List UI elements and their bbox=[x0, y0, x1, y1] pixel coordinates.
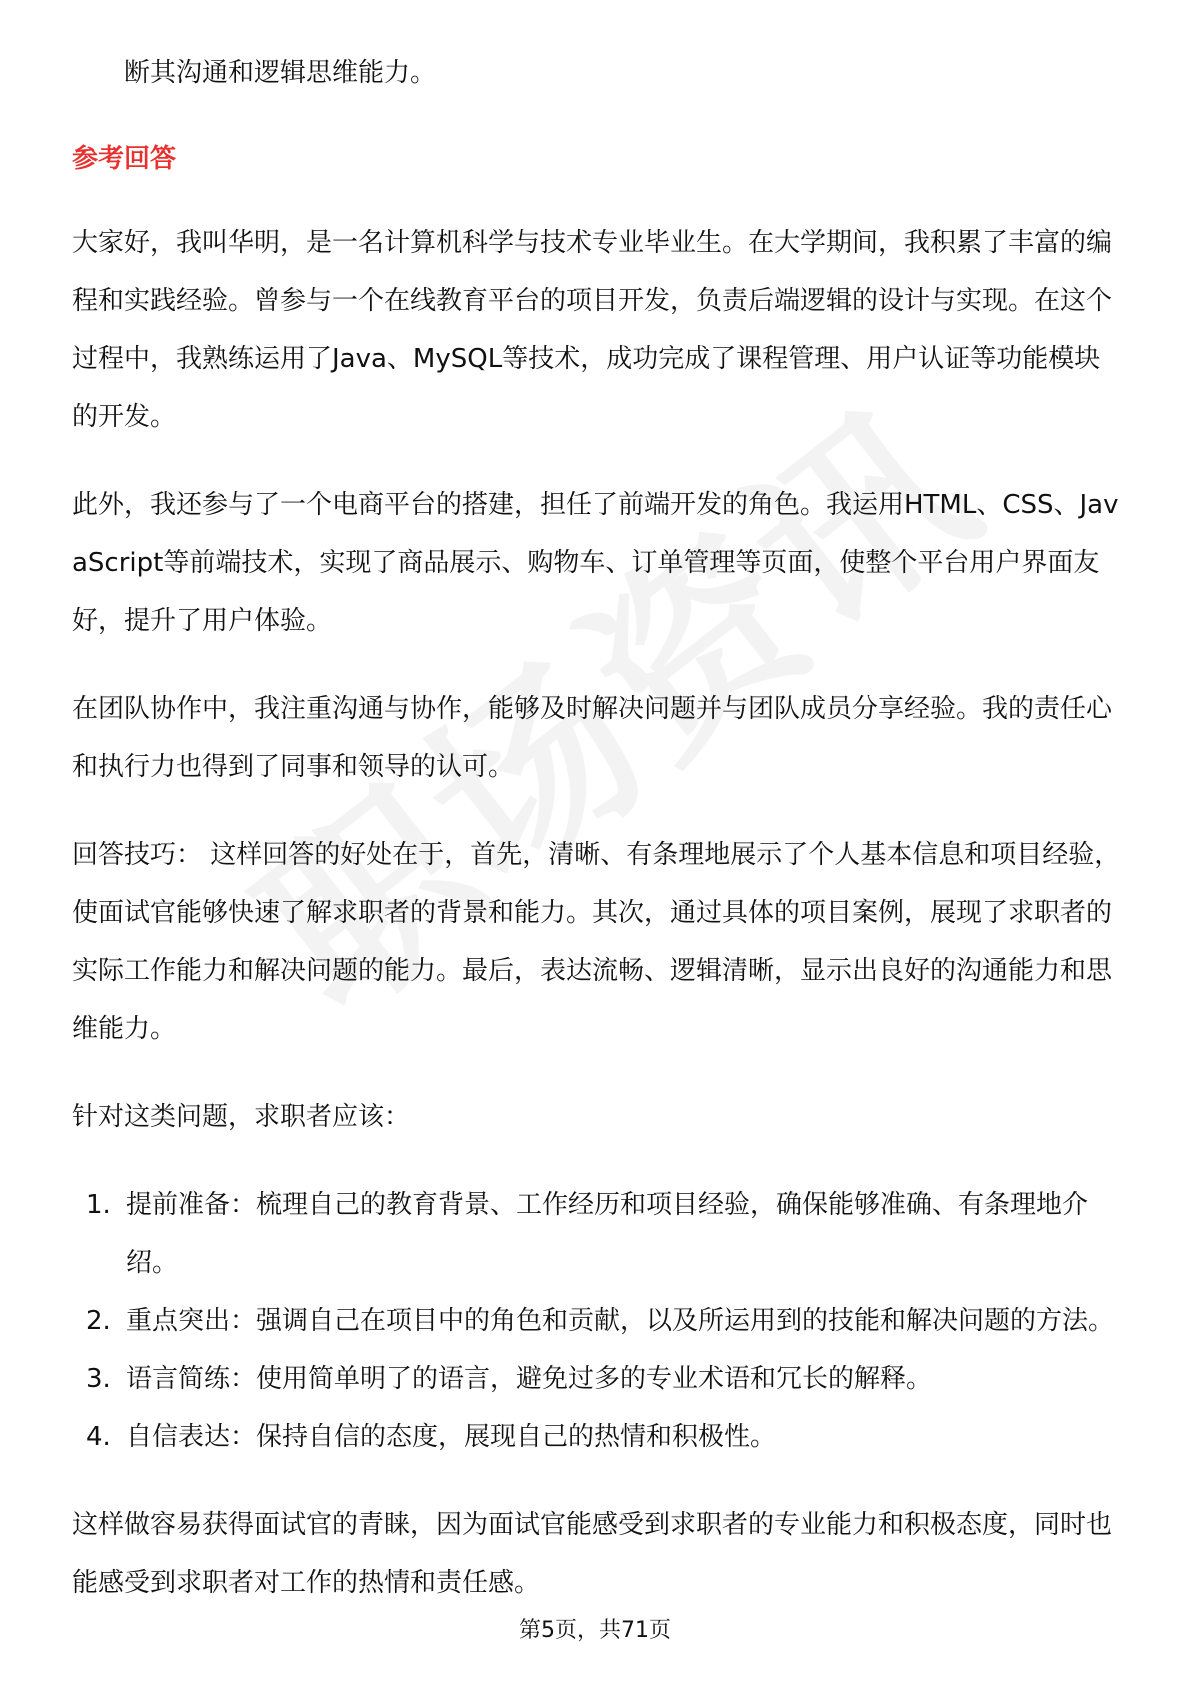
list-item-number: 1. bbox=[86, 1190, 111, 1220]
list-item bbox=[72, 1292, 1124, 1350]
intro-continuation: 断其沟通和逻辑思维能力。 bbox=[124, 58, 437, 88]
list-item bbox=[72, 1408, 1124, 1466]
closing-paragraph: 这样做容易获得面试官的青睐，因为面试官能感受到求职者的专业能力和积极态度，同时也能感受到求职者对工作的热情和责任感。 bbox=[72, 1510, 1113, 1598]
list-item-number: 4. bbox=[86, 1422, 111, 1452]
list-item bbox=[72, 1350, 1124, 1408]
page-number: 第5页，共71页 bbox=[519, 1618, 671, 1643]
list-item-text: 重点突出：强调自己在项目中的角色和贡献，以及所运用到的技能和解决问题的方法。 bbox=[126, 1306, 1115, 1336]
answer-paragraph-2: 此外，我还参与了一个电商平台的搭建，担任了前端开发的角色。我运用HTML、CSS、JavaScript等前端技术，实现了商品展示、购物车、订单管理等页面，使整个平台用户界面友好，提升了用户体验。 bbox=[72, 490, 1119, 636]
list-item-number: 2. bbox=[86, 1306, 111, 1336]
list-item-text: 自信表达：保持自信的态度，展现自己的热情和积极性。 bbox=[126, 1422, 777, 1452]
list-item-text: 语言简练：使用简单明了的语言，避免过多的专业术语和冗长的解释。 bbox=[126, 1364, 933, 1394]
advice-intro: 针对这类问题，求职者应该： bbox=[72, 1102, 411, 1132]
list-item-number: 3. bbox=[86, 1364, 111, 1394]
list-item bbox=[72, 1176, 1124, 1292]
tips-paragraph: 回答技巧： 这样回答的好处在于，首先，清晰、有条理地展示了个人基本信息和项目经验，使面试官能够快速了解求职者的背景和能力。其次，通过具体的项目案例，展现了求职者的实际工作能力和解决问题的能力。最后，表达流畅、逻辑清晰，显示出良好的沟通能力和思维能力。 bbox=[72, 840, 1121, 1044]
answer-paragraph-1: 大家好，我叫华明，是一名计算机科学与技术专业毕业生。在大学期间，我积累了丰富的编程和实践经验。曾参与一个在线教育平台的项目开发，负责后端逻辑的设计与实现。在这个过程中，我熟练运用了Java、MySQL等技术，成功完成了课程管理、用户认证等功能模块的开发。 bbox=[72, 228, 1113, 432]
advice-list bbox=[72, 1176, 1124, 1466]
section-heading: 参考回答 bbox=[72, 144, 177, 174]
list-item-text: 提前准备：梳理自己的教育背景、工作经历和项目经验，确保能够准确、有条理地介绍。 bbox=[126, 1190, 1089, 1278]
page-content bbox=[72, 44, 1124, 1642]
answer-paragraph-3: 在团队协作中，我注重沟通与协作，能够及时解决问题并与团队成员分享经验。我的责任心和执行力也得到了同事和领导的认可。 bbox=[72, 694, 1113, 782]
